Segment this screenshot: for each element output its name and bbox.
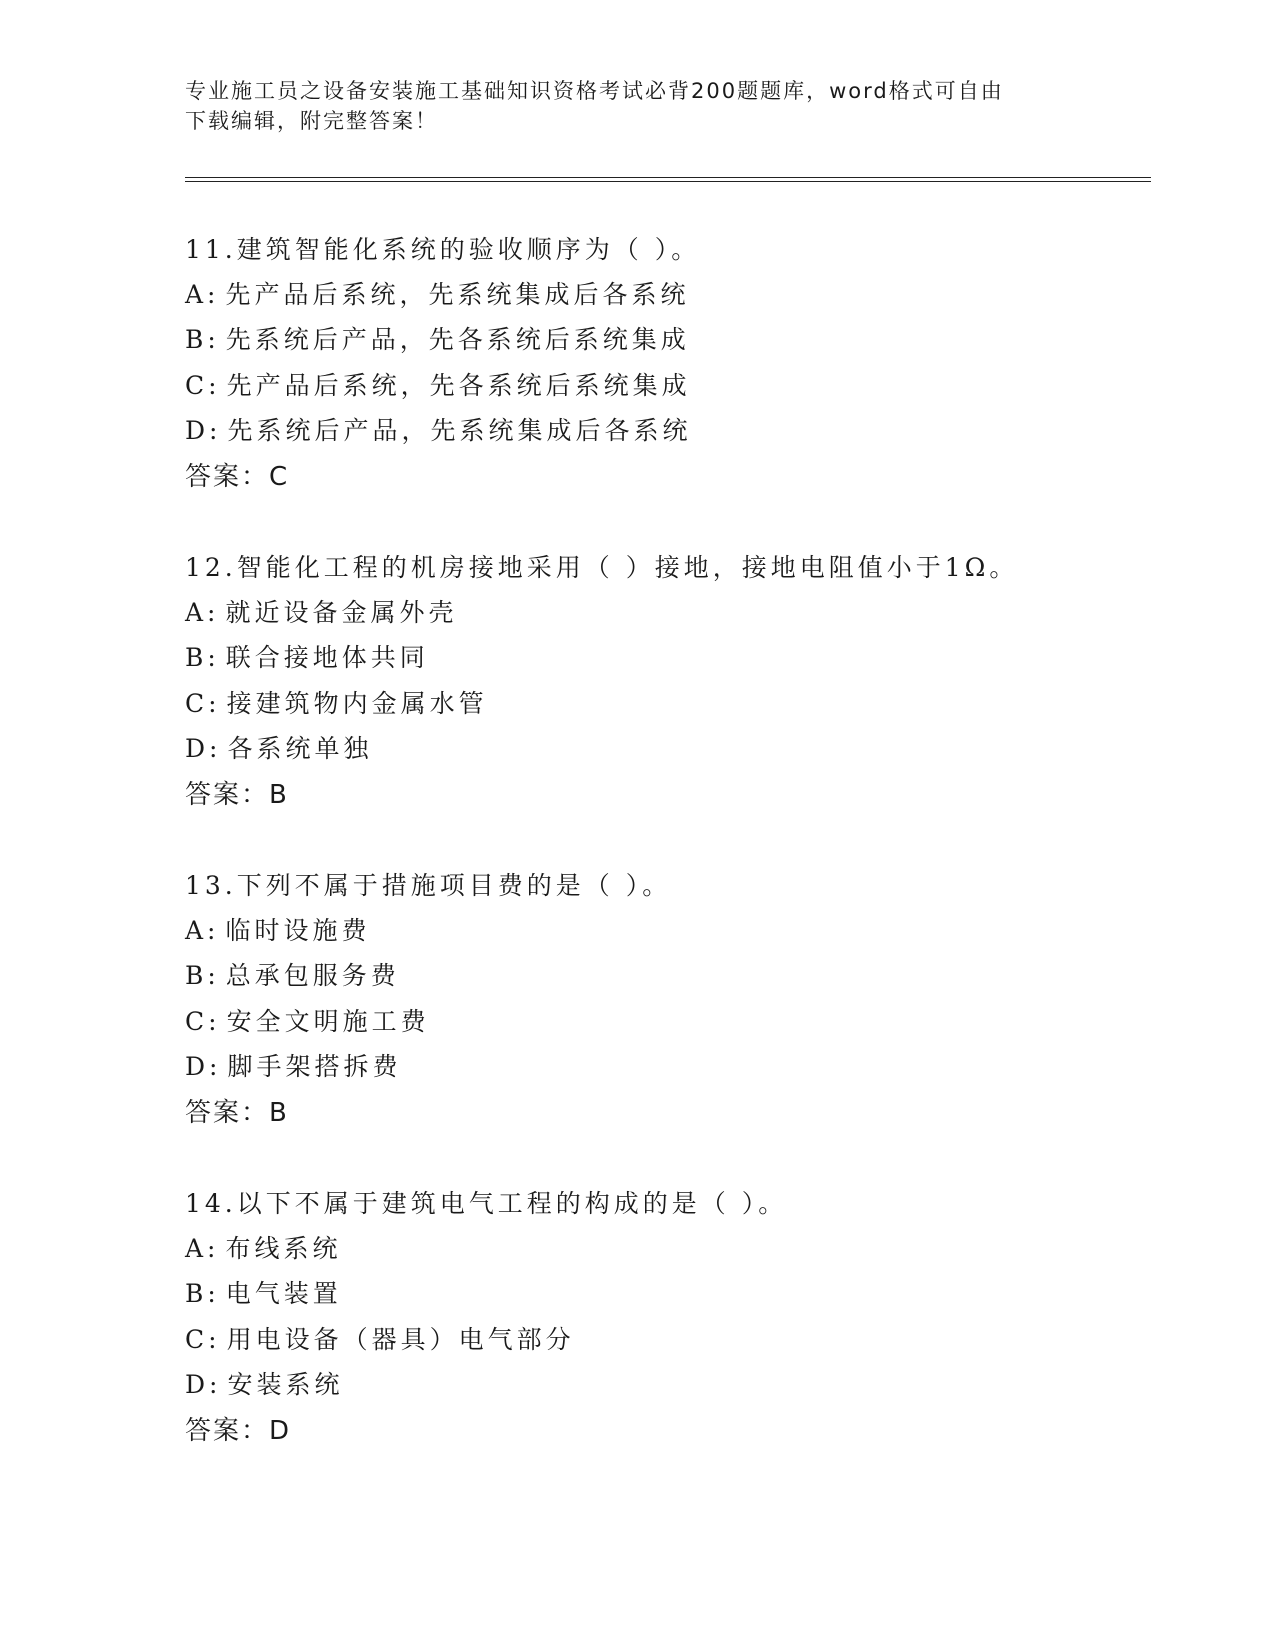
- option-text: 各系统单独: [227, 734, 373, 763]
- question-12: [185, 553, 1151, 871]
- option-letter: B:: [185, 1279, 220, 1308]
- option-letter: C:: [185, 371, 221, 400]
- option-a: [185, 1234, 342, 1264]
- option-text: 总承包服务费: [225, 961, 400, 990]
- option-a: [185, 598, 458, 628]
- option-text: 先产品后系统，先各系统后系统集成: [226, 371, 691, 400]
- option-c: [185, 371, 691, 401]
- option-text: 安装系统: [227, 1370, 344, 1399]
- option-c: [185, 689, 488, 719]
- option-text: 安全文明施工费: [226, 1007, 430, 1036]
- header-line-2: 下载编辑，附完整答案！: [185, 109, 438, 133]
- option-text: 先产品后系统，先系统集成后各系统: [225, 280, 690, 309]
- option-text: 联合接地体共同: [225, 643, 429, 672]
- option-letter: A:: [185, 280, 220, 309]
- option-letter: A:: [185, 598, 220, 627]
- option-letter: B:: [185, 961, 220, 990]
- question-stem: 11.建筑智能化系统的验收顺序为（ ）。: [185, 235, 701, 264]
- option-text: 用电设备（器具）电气部分: [226, 1325, 575, 1354]
- question-11: [185, 235, 1151, 553]
- option-letter: C:: [185, 1325, 221, 1354]
- header-divider-top: [185, 177, 1151, 178]
- option-d: [185, 1052, 401, 1082]
- option-b: [185, 961, 400, 991]
- option-a: [185, 916, 371, 946]
- question-stem: 13.下列不属于措施项目费的是（ ）。: [185, 871, 672, 900]
- option-letter: D:: [185, 734, 222, 763]
- option-c: [185, 1325, 575, 1355]
- option-letter: C:: [185, 1007, 221, 1036]
- option-c: [185, 1007, 430, 1037]
- option-d: [185, 1370, 343, 1400]
- option-letter: B:: [185, 643, 220, 672]
- question-stem: 14.以下不属于建筑电气工程的构成的是（ ）。: [185, 1189, 788, 1218]
- option-b: [185, 325, 690, 355]
- option-b: [185, 643, 429, 673]
- question-list: [185, 235, 1151, 1507]
- option-text: 先系统后产品，先系统集成后各系统: [227, 416, 692, 445]
- option-letter: D:: [185, 1052, 222, 1081]
- option-text: 先系统后产品，先各系统后系统集成: [225, 325, 690, 354]
- option-text: 临时设施费: [225, 916, 371, 945]
- option-d: [185, 416, 691, 446]
- answer-line: 答案：C: [185, 462, 290, 492]
- option-letter: C:: [185, 689, 221, 718]
- option-letter: D:: [185, 416, 222, 445]
- option-text: 脚手架搭拆费: [227, 1052, 402, 1081]
- question-stem: 12.智能化工程的机房接地采用（ ）接地，接地电阻值小于1Ω。: [185, 553, 1019, 582]
- question-14: [185, 1189, 1151, 1507]
- option-text: 布线系统: [225, 1234, 342, 1263]
- option-d: [185, 734, 372, 764]
- option-letter: A:: [185, 1234, 220, 1263]
- question-13: [185, 871, 1151, 1189]
- option-b: [185, 1279, 342, 1309]
- option-text: 接建筑物内金属水管: [226, 689, 488, 718]
- option-letter: D:: [185, 1370, 222, 1399]
- document-header: [185, 76, 1085, 136]
- option-text: 就近设备金属外壳: [225, 598, 458, 627]
- option-text: 电气装置: [225, 1279, 342, 1308]
- option-a: [185, 280, 690, 310]
- answer-line: 答案：B: [185, 780, 289, 810]
- header-line-1: 专业施工员之设备安装施工基础知识资格考试必背200题题库，word格式可自由: [185, 79, 1004, 103]
- answer-line: 答案：B: [185, 1098, 289, 1128]
- option-letter: B:: [185, 325, 220, 354]
- header-divider-bottom: [185, 181, 1151, 182]
- answer-line: 答案：D: [185, 1416, 292, 1446]
- option-letter: A:: [185, 916, 220, 945]
